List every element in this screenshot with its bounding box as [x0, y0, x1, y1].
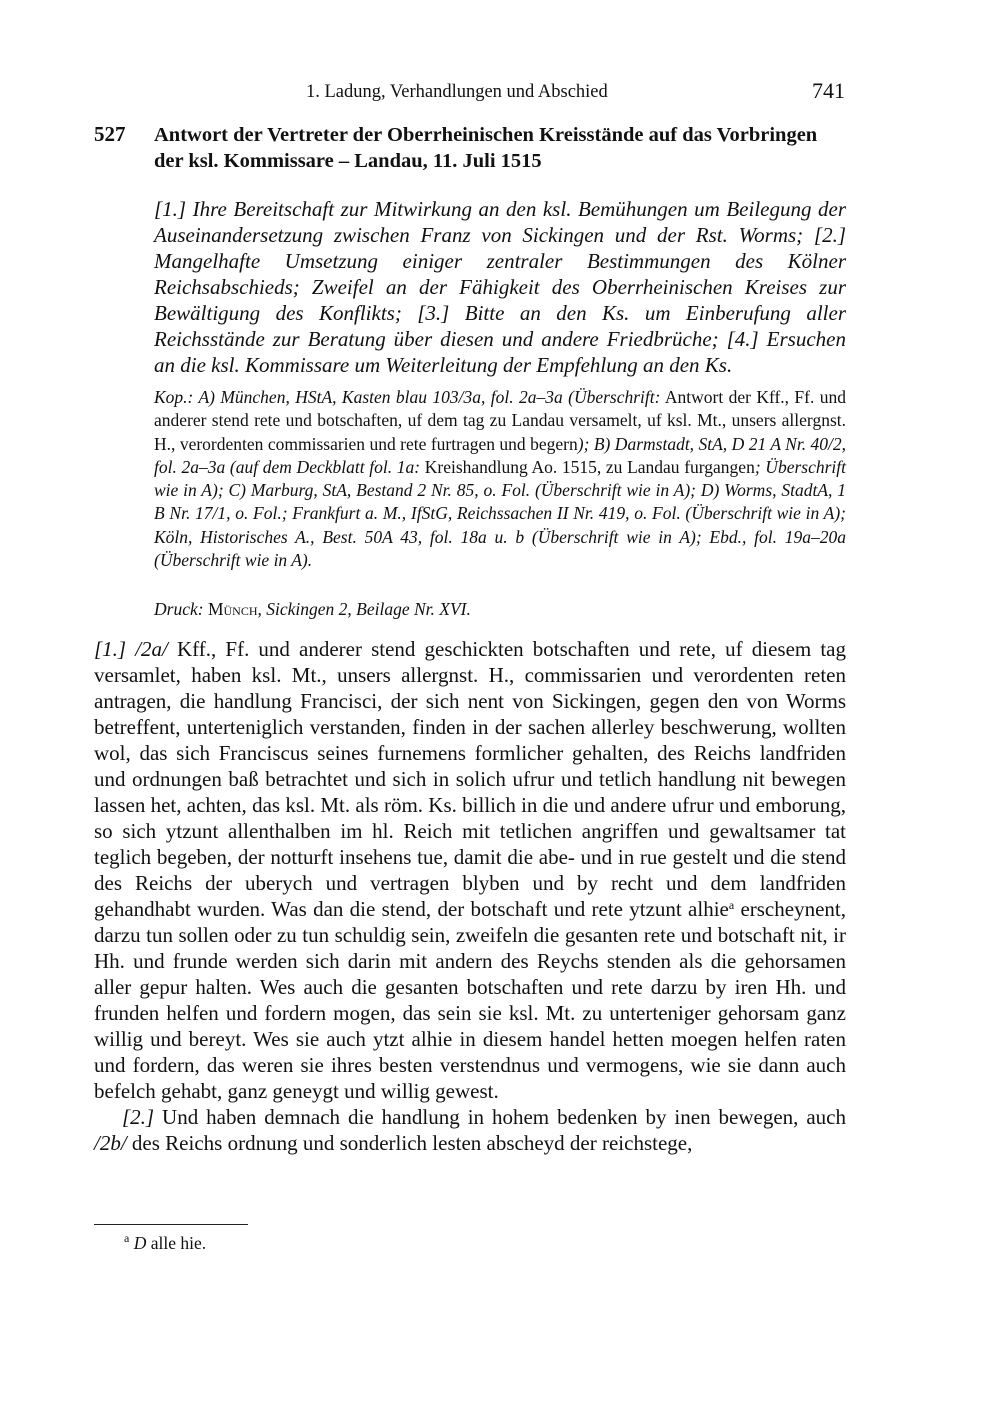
paragraph-2	[94, 1104, 846, 1156]
main-text	[94, 636, 846, 1156]
paragraph-2-text-b: des Reichs ordnung und sonderlich lesten abscheyd der reichstege,	[126, 1131, 693, 1155]
footnote-siglum: D	[133, 1233, 147, 1253]
paragraph-2-text-a: Und haben demnach die handlung in hohem bedenken by inen bewegen, auch	[154, 1105, 846, 1129]
footnote-a	[124, 1232, 206, 1254]
sources-seg4: Kreishandlung Ao. 1515, zu Landau furgangen	[420, 456, 755, 477]
print-reference	[154, 598, 846, 621]
running-title: 1. Ladung, Verhandlungen und Abschied	[306, 82, 608, 102]
paragraph-1-text-a: Kff., Ff. und anderer stend geschickten botschaften und rete, uf diesem tag versamlet, haben ksl. Mt., unsers allergnst. H., commissarien und verordenten reten antragen, die handlung Francisci, der sich nent von Sickingen, gegen den von Worms betreffent, unterteniglich verstanden, finden in der sachen allerley beschwerung, wollten wol, das sich Franciscus seines furnemens formlicher gehalten, des Reichs landfriden und ordnungen baß betrachtet und sich in solich ufrur und tetlich handlung nit bewegen lassen het, achten, das ksl. Mt. als röm. Ks. billich in die und andere ufrur und emborung, so sich ytzunt allenthalben im hl. Reich mit tetlichen angriffen und gewaltsamer tat teglich begeben, der notturft insehens tue, damit die abe- und in rue gestelt und die stend des Reichs der uberych und vertragen blyben und by recht und dem landfriden gehandhabt wurden. Was dan die stend, der botschaft und rete ytzunt alhie	[94, 637, 847, 921]
document-number: 527	[94, 122, 126, 146]
paragraph-1-marker: [1.] /2a/	[94, 637, 168, 661]
document-title: Antwort der Vertreter der Oberrheinischen Kreisstände auf das Vorbringen der ksl. Kommissare – Landau, 11. Juli 1515	[154, 124, 818, 172]
paragraph-2-marker: [2.]	[122, 1105, 155, 1129]
footnote-divider	[94, 1224, 248, 1225]
sources-seg5: ; Überschrift wie in A); C) Marburg, StA, Bestand 2 Nr. 85, o. Fol. (Überschrift wie in A); D) Worms, StadtA, 1 B Nr. 17/1, o. Fol.; Frankfurt a. M., IfStG, Reichssachen II Nr. 419, o. Fol. (Überschrift wie in A); Köln, Historisches A., Best. 50A 43, fol. 18a u. b (Überschrift wie in A); Ebd., fol. 19a–20a (Überschrift wie in A).	[154, 456, 846, 571]
page-number: 741	[812, 78, 845, 103]
print-work: , Sickingen 2, Beilage Nr. XVI.	[257, 599, 471, 619]
sources-seg3: ); B) Darmstadt, StA, D 21 A Nr. 40/2, fol. 2a–3a (auf dem Deckblatt fol. 1a:	[154, 433, 847, 477]
print-author: Münch	[207, 599, 258, 619]
regest: [1.] Ihre Bereitschaft zur Mitwirkung an den ksl. Bemühungen um Beilegung der Auseinandersetzung zwischen Franz von Sickingen und der Rst. Worms; [2.] Mangelhafte Umsetzung einiger zentraler Bestimmungen des Kölner Reichsabschieds; Zweifel an der Fähigkeit des Oberrheinischen Kreises zur Bewältigung des Konflikts; [3.] Bitte an den Ks. um Einberufung aller Reichsstände zur Beratung über diesen und andere Friedbrüche; [4.] Ersuchen an die ksl. Kommissare um Weiterleitung der Empfehlung an den Ks.	[154, 197, 846, 377]
footnote-mark: a	[124, 1231, 130, 1245]
print-label: Druck:	[154, 599, 204, 619]
paragraph-1	[94, 636, 846, 1104]
paragraph-1-text-b: erscheynent, darzu tun sollen oder zu tun schuldig sein, zweifeln die gesanten rete und botschaft nit, ir Hh. und frunde werden sich darin mit andern des Reychs stenden als die gehorsamen aller gepur halten. Wes auch die gesanten botschaften und rete darzu by iren Hh. und frunden helfen und fordern mogen, das sein sie ksl. Mt. zu unterteniger gehorsam ganz willig und bereyt. Wes sie auch ytzt alhie in diesem handel hetten moegen helfen raten und fordern, das weren sie ihres besten verstendnus und vermogens, wie sie dann auch befelch gehabt, ganz geneygt und willig gewest.	[94, 897, 846, 1103]
sources-seg2: Antwort der Kff., Ff. und anderer stend rete und botschaften, uf dem tag zu Landau versamelt, uf ksl. Mt., unsers allergnst. H., verordenten commissarien und rete furtragen und begern	[154, 387, 846, 454]
folio-marker: /2b/	[94, 1131, 127, 1155]
source-apparatus	[154, 386, 846, 572]
footnote-text: alle hie.	[146, 1233, 207, 1253]
running-head	[94, 78, 845, 110]
sources-seg1: Kop.: A) München, HStA, Kasten blau 103/3a, fol. 2a–3a (Überschrift:	[154, 387, 661, 407]
footnote-reference[interactable]: a	[728, 898, 735, 912]
